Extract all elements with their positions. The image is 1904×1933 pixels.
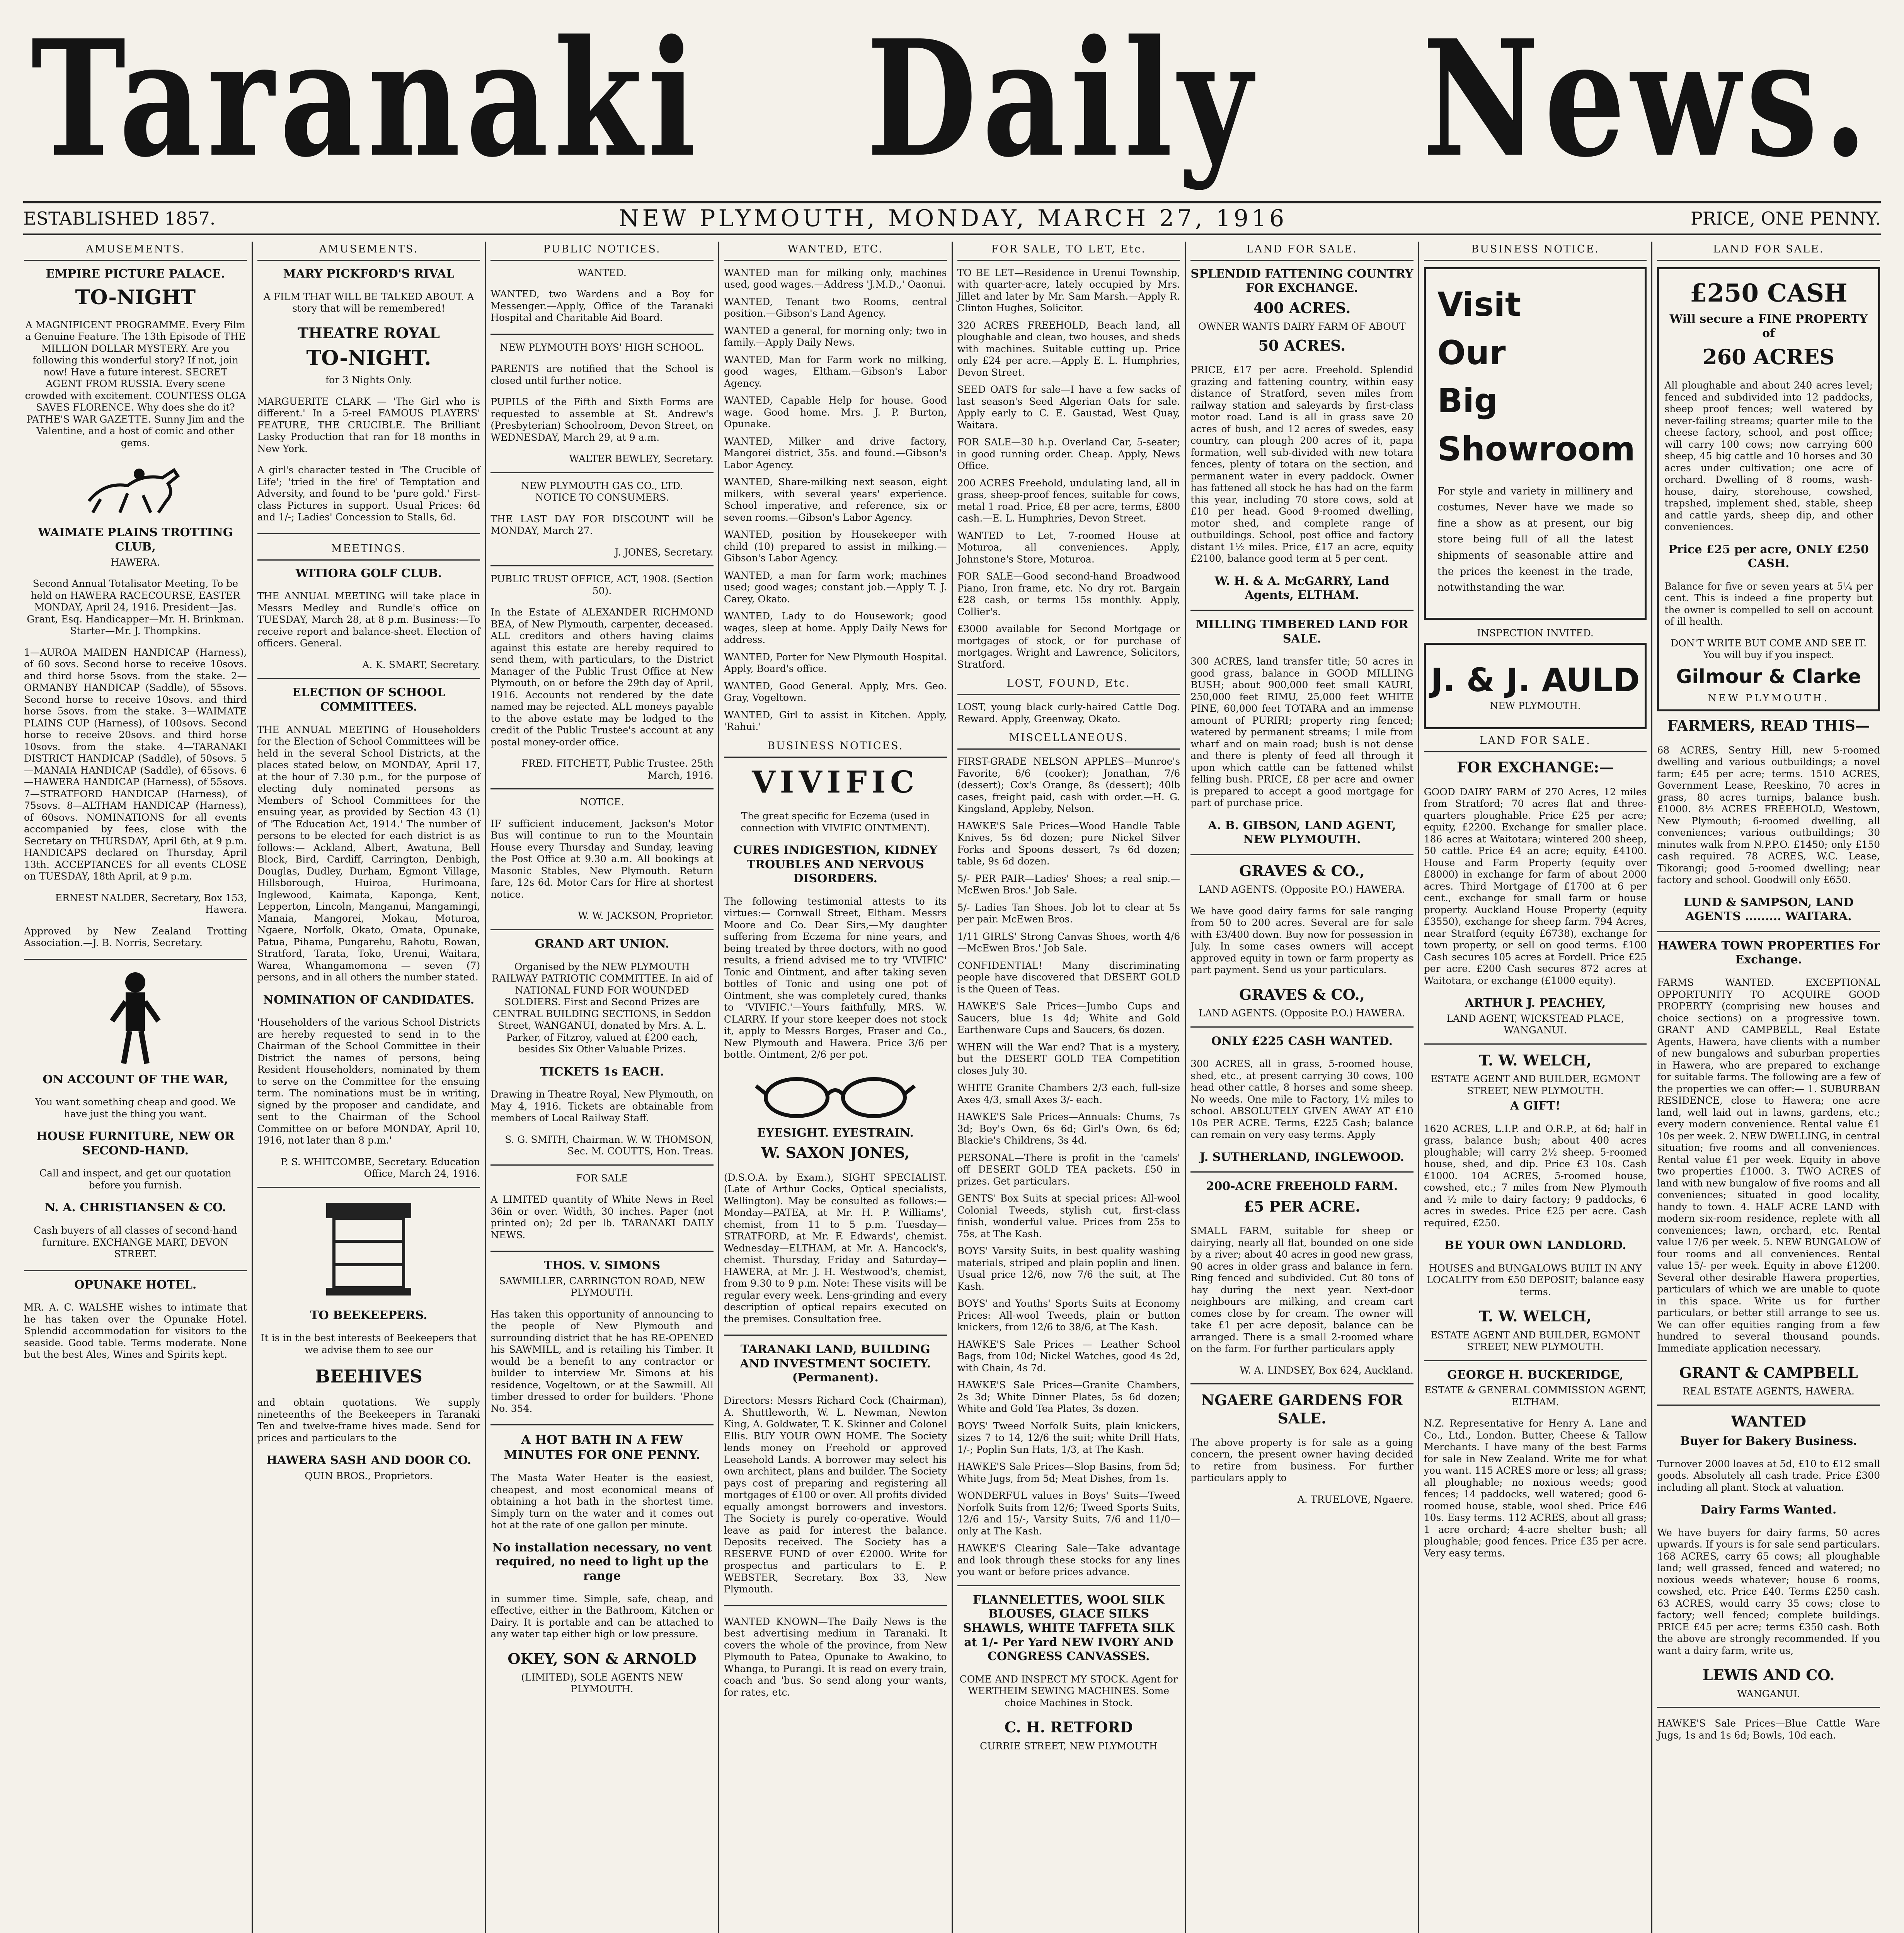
misc-ad: CONFIDENTIAL! Many discriminating people have discovered that DESERT GOLD is the Queen of Teas. xyxy=(957,960,1180,995)
wanted-ad: WANTED, a man for farm work; machines used; good wages; constant job.—Apply T. J. Carey, Okato. xyxy=(724,569,947,605)
misc-header: MISCELLANEOUS. xyxy=(957,730,1180,750)
beehive-icon xyxy=(311,1195,427,1303)
lewis-co: LEWIS AND CO. xyxy=(1702,1666,1835,1684)
quin-bros: QUIN BROS., Proprietors. xyxy=(305,1470,433,1481)
exchange-title: FOR EXCHANGE:— xyxy=(1456,759,1614,776)
notice-body: IF sufficient inducement, Jackson's Motor Bus will continue to run to the Mountain House every Thursday and Sunday, leaving the Post Office at 9.30 a.m. All bookings at Masonic Stables, New Plymouth. Return fare, 12s 6d. Motor Cars for Hire at shortest notice. xyxy=(490,818,714,900)
wanted-ad: WANTED, Girl to assist in Kitchen. Apply, 'Rahui.' xyxy=(724,709,947,733)
for-sale-ad: 320 ACRES FREEHOLD, Beach land, all ploughable and clean, two houses, and sheds with machines. Suitable cutting up. Price only £24 per acre.—Apply E. L. Humphries, Devon Street. xyxy=(957,319,1180,378)
taranaki-land-body: Directors: Messrs Richard Cock (Chairman), A. Shuttleworth, W. L. Newman, Newton King, A. Goldwater, T. K. Skinner and Colonel Ellis. BUY YOUR OWN HOME. The Society lends money on Freehold or approved Leasehold Lands. A borrower may select his own architect, plans and builder. The Society pays cost of preparing and registering all mortgages of £100 or over. All profits divided equally amongst borrowers and investors. The Society is purely co-operative. Would leave as paid for interest the balance. Deposits received. The Society has a RESERVE FUND of over £2000. Write for prospectus and particulars to E. P. WEBSTER, Secretary. Box 33, New Plymouth. xyxy=(724,1395,947,1595)
for-sale-ad: SEED OATS for sale—I have a few sacks of last season's Seed Algerian Oats for sale. Apply early to C. E. Gaustad, West Quay, Waitara. xyxy=(957,384,1180,431)
showroom-body: For style and variety in millinery and costumes, Never have we made so fine a show as at present, our big store being full of all the latest shipments of seasonable attire and the prices the keenest in the trade, notwithstanding the war. xyxy=(1437,485,1633,594)
notice-sign: W. W. JACKSON, Proprietor. xyxy=(577,910,714,922)
masthead-word-daily: Daily xyxy=(866,5,1258,193)
column-header: BUSINESS NOTICE. xyxy=(1424,242,1647,261)
for-sale-ad: £3000 available for Second Mortgage or mortgages of stock, or for purchase of mortgages. Wright and Lawrence, Solicitors, Stratford. xyxy=(957,623,1180,670)
race-list: 1—AUROA MAIDEN HANDICAP (Harness), of 60 sovs. Second horse to receive 10sovs. and third horse 5sovs. from the stake. 2—ORMANBY HANDICAP (Saddle), of 55sovs. Second horse to receive 10sovs. and third horse 5sovs. from the stake. 3—WAIMATE PLAINS CUP (Harness), of 100sovs. Second horse to receive 20sovs. and third horse 10sovs. from the stake. 4—TARANAKI DISTRICT HANDICAP (Saddle), of 50sovs. 5—MANAIA HANDICAP (Saddle), of 65sovs. 6—HAWERA HANDICAP (Harness), of 55sovs. 7—STRATFORD HANDICAP (Harness), of 75sovs. 8—ALTHAM HANDICAP (Harness), of 60sovs. NOMINATIONS for all events accompanied by fees, close with the Secretary on THURSDAY, April 6th, at 9 p.m. HANDICAPS declared on Thursday, April 13th. ACCEPTANCES for all events CLOSE on TUESDAY, 18th April, at 9 p.m. xyxy=(24,646,247,882)
wanted-ad: WANTED, Good General. Apply, Mrs. Geo. Gray, Vogeltown. xyxy=(724,680,947,704)
gilmour-clarke: Gilmour & Clarke xyxy=(1676,665,1861,688)
for-sale-ad: FOR SALE—30 h.p. Overland Car, 5-seater; in good running order. Cheap. Apply, News Office. xyxy=(957,436,1180,472)
misc-ad: HAWKE'S Sale Prices—Wood Handle Table Knives, 5s 6d dozen; pure Nickel Silver Forks and Spoons dessert, 7s 6d dozen; table, 9s 6d dozen. xyxy=(957,820,1180,867)
wanted-ad: WANTED a general, for morning only; two in family.—Apply Daily News. xyxy=(724,325,947,348)
column-for-sale xyxy=(953,242,1186,1933)
empire-body: A MAGNIFICENT PROGRAMME. Every Film a Genuine Feature. The 13th Episode of THE MILLION DOLLAR MYSTERY. Are you following this wonderful story? If not, join now! Have a future interest. SECRET AGENT FROM RUSSIA. Every scene crowded with excitement. COUNTESS OLGA SAVES FLORENCE. Why does she do it? PATHE'S WAR GAZETTE. Sunny Jim and the Valentine, and a host of comic and other gems. xyxy=(25,319,246,448)
auld-name: J. & J. AULD xyxy=(1431,661,1640,699)
column-header: WANTED, ETC. xyxy=(724,242,947,261)
war-call: Call and inspect, and get our quotation before you furnish. xyxy=(39,1168,232,1191)
wanted-body: WANTED, two Wardens and a Boy for Messenger.—Apply, Office of the Taranaki Hospital and Charitable Aid Board. xyxy=(490,288,714,324)
masthead-word-taranaki: Taranaki xyxy=(31,5,702,193)
misc-ad: WHEN will the War end? That is a mystery, but the DESERT GOLD TEA Competition closes July 30. xyxy=(957,1041,1180,1076)
cash-250-box xyxy=(1657,267,1880,711)
trust-sign: FRED. FITCHETT, Public Trustee. 25th March, 1916. xyxy=(521,758,714,781)
forsale-title: FOR SALE xyxy=(576,1172,628,1184)
buckeridge: GEORGE H. BUCKERIDGE, xyxy=(1447,1368,1624,1382)
business-header: BUSINESS NOTICES. xyxy=(724,738,947,758)
vivific-title: VIVIFIC xyxy=(752,764,919,800)
graves-1-body: We have good dairy farms for sale ranging from 50 to 200 acres. Several are for sale with £3/400 down. Buy now for possession in July. In some cases owners will accept approved equity in town or farm property as part payment. Send us your particulars. xyxy=(1190,905,1414,976)
fattening-body: PRICE, £17 per acre. Freehold. Splendid grazing and fattening country, within easy distance of Stratford, seven miles from railway station and saleyards by first-class motor road. Land is all in grass save 20 acres of bush, and 12 acres of swedes, easy country, can plough 200 acres of it, papa formation, well sub-divided with new totara fences, plenty of totara on the section, and permanent water in every paddock. Owner has fattened all stock he has had on the farm this year, including 70 store cows, sold at £10 per head. Good 9-roomed dwelling, motor shed, and complete range of outbuildings. School, post office and factory distant 1½ miles. Price, £17 an acre, equity £2100, balance good term at 5 per cent. xyxy=(1190,364,1414,564)
column-public-notices xyxy=(486,242,719,1933)
theatre-tonight: TO-NIGHT. xyxy=(306,346,431,370)
showroom-line: Our xyxy=(1437,333,1506,372)
buckeridge-sub: ESTATE & GENERAL COMMISSION AGENT, ELTHAM. xyxy=(1424,1384,1647,1408)
hot-bath-body: The Masta Water Heater is the easiest, cheapest, and most economical means of obtaining a hot bath in the shortest time. Simply turn on the water and it comes out hot at the rate of one gallon per minute. xyxy=(490,1472,714,1531)
sutherland: J. SUTHERLAND, INGLEWOOD. xyxy=(1199,1150,1404,1164)
beekeepers-body: It is in the best interests of Beekeepers that we advise them to see our xyxy=(261,1332,477,1355)
beehives-title: BEEHIVES xyxy=(315,1366,422,1387)
per-acre: £5 PER ACRE. xyxy=(1243,1197,1361,1215)
tickets-body: Drawing in Theatre Royal, New Plymouth, on May 4, 1916. Tickets are obtainable from members of Local Railway Staff. xyxy=(490,1089,714,1124)
lewis-sub: WANGANUI. xyxy=(1737,1688,1800,1699)
graves-2: GRAVES & CO., xyxy=(1239,985,1365,1003)
bakery-title: Buyer for Bakery Business. xyxy=(1680,1434,1857,1448)
presbyterian-sign: WALTER BEWLEY, Secretary. xyxy=(569,453,714,465)
fattening-title: SPLENDID FATTENING COUNTRY FOR EXCHANGE. xyxy=(1190,267,1414,295)
retford-name: C. H. RETFORD xyxy=(1004,1718,1133,1736)
gas-title: NEW PLYMOUTH GAS CO., LTD. xyxy=(521,480,683,491)
retford-address: CURRIE STREET, NEW PLYMOUTH xyxy=(979,1740,1158,1752)
dont-write: DON'T WRITE BUT COME AND SEE IT. You will buy if you inspect. xyxy=(1671,637,1867,661)
presbyterian-body: PUPILS of the Fifth and Sixth Forms are requested to assemble at St. Andrew's (Presbyterian) Schoolroom, Devon Street, on WEDNESDAY, March 29, at 9 a.m. xyxy=(490,396,714,443)
art-union-title: GRAND ART UNION. xyxy=(535,937,669,951)
horse-racing-icon xyxy=(77,459,193,520)
column-amusements-2 xyxy=(253,242,486,1933)
theatre-royal: THEATRE ROYAL xyxy=(297,324,440,342)
price: PRICE, ONE PENNY. xyxy=(1690,208,1881,229)
war-body: You want something cheap and good. We have just the thing you want. xyxy=(35,1096,236,1120)
for-sale-ad: FOR SALE—Good second-hand Broadwood Piano, Iron frame, etc. No dry rot. Bargain £28 cash, or terms 15s monthly. Apply, Collier's. xyxy=(957,571,1180,617)
saxon-body: (D.S.O.A. by Exam.), SIGHT SPECIALIST. (Late of Arthur Cocks, Optical specialists, Wellington). May be consulted as follows:— Monday—PATEA, at Mr. H. P. Williams', chemist, from 11 to 5 p.m. Tuesday—STRATFORD, at Mr. F. Edwards', chemist. Wednesday—ELTHAM, at Mr. A. Hancock's, chemist. Thursday, Friday and Saturday—HAWERA, at Mr. J. H. Westwood's, chemist, from 9.30 to 9 p.m. Note: These visits will be regular every week. Lens-grinding and every description of optical repairs executed on the premises. Consultation free. xyxy=(724,1171,947,1324)
vivific-sub: The great specific for Eczema (used in connection with VIVIFIC OINTMENT). xyxy=(741,810,930,834)
for-sale-ad: TO BE LET—Residence in Urenui Township, with quarter-acre, lately occupied by Mrs. Jillet and later by Mr. Sam Marsh.—Apply R. Clinton Hughes, Solicitor. xyxy=(957,267,1180,314)
showroom-line: Showroom xyxy=(1437,430,1635,469)
election-title: ELECTION OF SCHOOL COMMITTEES. xyxy=(292,686,446,714)
graves-1-sub: LAND AGENTS. (Opposite P.O.) HAWERA. xyxy=(1199,884,1405,895)
column-header: LAND FOR SALE. xyxy=(1657,242,1880,261)
welch-1: T. W. WELCH, xyxy=(1479,1051,1592,1069)
school-title: NEW PLYMOUTH BOYS' HIGH SCHOOL. xyxy=(500,341,704,353)
hot-bath-body-2: in summer time. Simple, safe, cheap, and effective, either in the Bathroom, Kitchen or Dairy. It is portable and can be attached to any water tap either high or low pressure. xyxy=(490,1593,714,1640)
golf-sign: A. K. SMART, Secretary. xyxy=(362,659,480,670)
grant-sub: REAL ESTATE AGENTS, HAWERA. xyxy=(1683,1386,1855,1397)
tickets-title: TICKETS 1s EACH. xyxy=(540,1065,664,1079)
simons-body: Has taken this opportunity of announcing to the people of New Plymouth and surrounding district that he has RE-OPENED his SAWMILL, and is retailing his Timber. It would be a benefit to any contractor or builder to interview Mr. Simons at his residence, Vogeltown, or at the Sawmill. All timber dressed to order for builders. 'Phone No. 354. xyxy=(490,1308,714,1414)
christiansen: N. A. CHRISTIANSEN & CO. xyxy=(44,1201,226,1215)
empire-title: EMPIRE PICTURE PALACE. xyxy=(46,267,225,281)
showroom-line: Visit xyxy=(1437,285,1521,324)
rival-title: MARY PICKFORD'S RIVAL xyxy=(283,267,455,281)
column-land-for-sale xyxy=(1186,242,1419,1933)
election-body: THE ANNUAL MEETING of Householders for the Election of School Committees will be held in the several School Districts, at the places stated below, on MONDAY, April 17, at the hour of 7.30 p.m., for the purpose of electing duly nominated persons as Members of School Committees for the ensuing year, as provided by Section 43 (1) of 'The Education Act, 1914.' The number of persons to be elected for each district is as follows:— Ackland, Albert, Awatuna, Bell Block, Bird, Cardiff, Carrington, Denbigh, Douglas, Dudley, Durham, Egmont Village, Hillsborough, Huiroa, Hurimoana, Inglewood, Kaimata, Kaponga, Kent, Lepperton, Lincoln, Manganui, Mangamingi, Manaia, Mangorei, Mokau, Moturoa, Ngaere, Norfolk, Okato, Omata, Opunake, Patua, Pihama, Pungarehu, Rahotu, Rowan, Stratford, Tarata, Toko, Urenui, Waitara, Warea, Whangamomona — seven (7) persons, and in all others the number stated. xyxy=(257,724,480,983)
vivific-cures: CURES INDIGESTION, KIDNEY TROUBLES AND NERVOUS DISORDERS. xyxy=(733,844,938,886)
gas-notice: NOTICE TO CONSUMERS. xyxy=(535,492,669,503)
wanted-title: WANTED xyxy=(1731,1412,1807,1430)
cash-225-body: 300 ACRES, all in grass, 5-roomed house, shed, etc., at present carrying 30 cows, 100 head other cattle, 8 horses and some sheep. No weeds. One mile to Factory, 1½ miles to school. ABSOLUTELY GIVEN AWAY AT £10 10s PER ACRE. Terms, £225 Cash; balance can remain on very easy terms. Apply xyxy=(1190,1058,1414,1140)
owner-wants: OWNER WANTS DAIRY FARM OF ABOUT xyxy=(1198,321,1406,332)
vivific-body: The following testimonial attests to its virtues:— Cornwall Street, Eltham. Messrs Moore and Co. Dear Sirs,—My daughter suffering from Eczema for nine years, and being treated by three doctors, with no good results, a friend advised me to try 'VIVIFIC' Tonic and Ointment, and after taking seven bottles of Tonic and using one pot of Ointment, she was completely cured, thanks to 'VIVIFIC.'—Yours faithfully, MRS. W. CLARRY. If your store keeper does not stock it, apply to Messrs Borges, Fraser and Co., New Plymouth and Hawera. Price 3/6 per bottle. Ointment, 2/6 per pot. xyxy=(724,895,947,1060)
farmers-title: FARMERS, READ THIS— xyxy=(1667,717,1870,735)
school-body: PARENTS are notified that the School is closed until further notice. xyxy=(490,363,714,386)
column-wanted xyxy=(719,242,953,1933)
milling-title: MILLING TIMBERED LAND FOR SALE. xyxy=(1196,618,1408,646)
hot-bath-note: No installation necessary, no vent required, no need to light up the range xyxy=(492,1541,712,1583)
tickets-sign: S. G. SMITH, Chairman. W. W. THOMSON, Sec. M. COUTTS, Hon. Treas. xyxy=(505,1134,714,1157)
masthead-word-news: News. xyxy=(1422,5,1873,193)
misc-ad: BOYS' Tweed Norfolk Suits, plain knickers, sizes 7 to 14, 12/6 the suit; white Drill Hats, 1/-; Poplin Sun Hats, 1/3, at The Kash. xyxy=(957,1420,1180,1455)
edition-date: NEW PLYMOUTH, MONDAY, MARCH 27, 1916 xyxy=(619,205,1287,232)
misc-ad: HAWKE'S Sale Prices — Leather School Bags, from 10d; Nickel Watches, good 4s 2d, with Chain, 4s 7d. xyxy=(957,1338,1180,1374)
wanted-ad: WANTED, Milker and drive factory, Mangorei district, 35s. and found.—Gibson's Labor Agency. xyxy=(724,435,947,470)
farmers-body: 68 ACRES, Sentry Hill, new 5-roomed dwelling and various outbuildings; a novel farm; £45 per acre; terms. 1510 ACRES, Government Lease, Reeskino, 70 acres in grass, 80 acres turnips, balance bush. £1000. 8½ ACRES FREEHOLD, Westown, New Plymouth; 6-roomed dwelling, all conveniences; various outbuildings; 30 minutes walk from N.P.P.O. £1450; only £150 cash required. 78 ACRES, W.C. Lease, Tikorangi; good 5-roomed dwelling; near factory and school. Goodwill only £650. xyxy=(1657,744,1880,886)
grant-campbell: GRANT & CAMPBELL xyxy=(1679,1364,1858,1381)
notice-title: NOTICE. xyxy=(580,796,624,808)
showroom-box xyxy=(1424,267,1647,620)
farm-200-title: 200-ACRE FREEHOLD FARM. xyxy=(1206,1180,1398,1193)
buckeridge-body: N.Z. Representative for Henry A. Lane and Co., Ltd., London. Butter, Cheese & Tallow Merchants. I have many of the best Farms for sale in New Zealand. Write me for what you want. 115 ACRES more or less; all grass; all ploughable; no noxious weeds; good fences; 14 paddocks, well watered; good 6-roomed house, stable, wool shed. Price £46 10s. Easy terms. 112 ACRES, about all grass; 1 acre orchard; 4-acre shelter bush; all ploughable; good fences. Price £35 per acre. Very easy terms. xyxy=(1424,1418,1647,1559)
golf-body: THE ANNUAL MEETING will take place in Messrs Medley and Rundle's office on TUESDAY, March 28, at 8 p.m. Business:—To receive report and balance-sheet. Election of officers. General. xyxy=(257,590,480,649)
taranaki-land-title: TARANAKI LAND, BUILDING AND INVESTMENT SOCIETY. (Permanent). xyxy=(740,1343,931,1385)
simons-title: THOS. V. SIMONS xyxy=(543,1259,661,1273)
inspection-invited: INSPECTION INVITED. xyxy=(1477,627,1594,639)
misc-ad: HAWKE'S Sale Prices—Slop Basins, from 5d; White Jugs, from 5d; Meat Dishes, from 1s. xyxy=(957,1461,1180,1484)
wertheim: COME AND INSPECT MY STOCK. Agent for WERTHEIM SEWING MACHINES. Some choice Machines in Stock. xyxy=(959,1673,1178,1708)
dairy-body: We have buyers for dairy farms, 50 acres upwards. If yours is for sale send particulars. 168 ACRES, carry 65 cows; all ploughable land; well grassed, fenced and watered; no noxious weeds whatever; house 6 rooms, cowshed, etc. Price £40. Terms £250 cash. 63 ACRES, would carry 35 cows; close to factory; well fenced; complete buildings. PRICE £45 per acre; terms £350 cash. Both the above are strongly recommended. If you want a dairy farm, write us, xyxy=(1657,1527,1880,1656)
wanted-ad: WANTED, Tenant two Rooms, central position.—Gibson's Land Agency. xyxy=(724,296,947,319)
dairy-title: Dairy Farms Wanted. xyxy=(1701,1503,1837,1517)
cash-250: £250 CASH xyxy=(1689,278,1848,308)
welch-1-sub: ESTATE AGENT AND BUILDER, EGMONT STREET, NEW PLYMOUTH. xyxy=(1430,1073,1640,1096)
eyesight-title: EYESIGHT. EYESTRAIN. xyxy=(757,1126,914,1140)
column-amusements-1 xyxy=(19,242,253,1933)
misc-ad: WHITE Granite Chambers 2/3 each, full-size Axes 4/3, small Axes 3/- each. xyxy=(957,1082,1180,1105)
cash-250-sub: Will secure a FINE PROPERTY of xyxy=(1669,312,1868,340)
graves-2-sub: LAND AGENTS. (Opposite P.O.) HAWERA. xyxy=(1199,1007,1405,1019)
saxon-jones: W. SAXON JONES, xyxy=(761,1144,910,1162)
lindsey-sign: W. A. LINDSEY, Box 624, Auckland. xyxy=(1240,1364,1414,1376)
misc-ad: GENTS' Box Suits at special prices: All-wool Colonial Tweeds, stylish cut, first-class finish, wonderful value. Prices from 25s to 75s, at The Kash. xyxy=(957,1193,1180,1239)
misc-ad: PERSONAL—There is profit in the 'camels' off DESERT GOLD TEA packets. £50 in prizes. Get particulars. xyxy=(957,1152,1180,1187)
page-columns xyxy=(19,242,1885,1933)
column-header: LAND FOR SALE. xyxy=(1190,242,1414,261)
misc-ad: BOYS' and Youths' Sports Suits at Economy Prices: All-wool Tweeds, plain or button knickers, from 12/6 to 38/6, at The Kash. xyxy=(957,1298,1180,1333)
misc-ad: FIRST-GRADE NELSON APPLES—Munroe's Favorite, 6/6 (cooker); Jonathan, 7/6 (dessert); Cox's Orange, 8s (dessert); 40lb cases, freight paid, cash with order.—H. G. Kingsland, Appleby, Nelson. xyxy=(957,756,1180,815)
education-sign: P. S. WHITCOMBE, Secretary. Education Office, March 24, 1916. xyxy=(280,1156,480,1180)
column-header: FOR SALE, TO LET, Etc. xyxy=(957,242,1180,261)
showroom-line: Big xyxy=(1437,382,1498,421)
misc-ad: 1/11 GIRLS' Strong Canvas Shoes, worth 4/6—McEwen Bros.' Job Sale. xyxy=(957,931,1180,954)
waimate-sign: ERNEST NALDER, Secretary, Box 153, Hawera. xyxy=(55,892,247,915)
misc-ad: 5/- Ladies Tan Shoes. Job lot to clear at 5s per pair. McEwen Bros. xyxy=(957,902,1180,925)
ngaere-body: The above property is for sale as a going concern, the present owner having decided to retire from business. For further particulars apply to xyxy=(1190,1437,1414,1484)
art-union-body: Organised by the NEW PLYMOUTH RAILWAY PATRIOTIC COMMITTEE. In aid of NATIONAL FUND FOR WOUNDED SOLDIERS. First and Second Prizes are CENTRAL BUILDING SECTIONS, in Seddon Street, WANGANUI, donated by Mrs. A. L. Parker, of Fitzroy, valued at £200 each, besides Six Other Valuable Prizes. xyxy=(492,961,712,1055)
cash-225-title: ONLY £225 CASH WANTED. xyxy=(1211,1034,1393,1048)
acres-400: 400 ACRES. xyxy=(1253,299,1351,317)
misc-ad: HAWKE'S Sale Prices—Annuals: Chums, 7s 3d; Boy's Own, 6s 6d; Girl's Own, 6s 6d; Blackie's Childrens, 3s 4d. xyxy=(957,1111,1180,1146)
lost-found-header: LOST, FOUND, Etc. xyxy=(957,676,1180,695)
misc-ad: WONDERFUL values in Boys' Suits—Tweed Norfolk Suits from 12/6; Tweed Sports Suits, 12/6 and 15/-, Varsity Suits, 7/6 and 11/0—only at The Kash. xyxy=(957,1490,1180,1537)
dateline xyxy=(23,201,1881,235)
lund-sampson: LUND & SAMPSON, LAND AGENTS ......... WAITARA. xyxy=(1683,895,1854,924)
bakery-body: Turnover 2000 loaves at 5d, £10 to £12 small goods. Absolutely all cash trade. Price £300 including all plant. Stock at valuation. xyxy=(1657,1458,1880,1493)
column-header: AMUSEMENTS. xyxy=(24,242,247,261)
land-header: LAND FOR SALE. xyxy=(1424,733,1647,752)
waimate-body: Second Annual Totalisator Meeting, To be held on HAWERA RACECOURSE, EASTER MONDAY, April 24, 1916. President—Jas. Grant, Esq. Handicapper—Mr. H. Brinkman. Starter—Mr. J. Thompkins. xyxy=(27,578,244,637)
gift-title: A GIFT! xyxy=(1510,1099,1561,1113)
auld-box xyxy=(1424,643,1647,729)
column-land-for-sale-2 xyxy=(1652,242,1885,1933)
misc-ad: HAWKE'S Sale Prices—Jumbo Cups and Saucers, blue 1s 4d; White and Gold Earthenware Cups and Saucers, 6s dozen. xyxy=(957,1001,1180,1036)
wanted-ad: WANTED, Lady to do Housework; good wages, sleep at home. Apply Daily News for address. xyxy=(724,610,947,646)
wanted-ad: WANTED, position by Housekeeper with child (10) prepared to assist in milking.—Gibson's Labor Agency. xyxy=(724,529,947,564)
wanted-known: WANTED KNOWN—The Daily News is the best advertising medium in Taranaki. It covers the whole of the province, from New Plymouth to Patea, Opunake to Awakino, to Whanga, to Purangi. It is read on every train, coach and 'bus. So send along your wants, for rates, etc. xyxy=(724,1616,947,1698)
gilmour-sub: NEW PLYMOUTH. xyxy=(1708,692,1829,704)
waimate-place: HAWERA. xyxy=(111,556,160,568)
rival-body: A FILM THAT WILL BE TALKED ABOUT. A story that will be remembered! xyxy=(263,291,474,314)
exchange-body: GOOD DAIRY FARM of 270 Acres, 12 miles from Stratford; 70 acres flat and three-quarters ploughable. Price £25 per acre; equity, £2200. Exchange for smaller place. 186 acres at Waitotara; wintered 200 sheep, 50 cattle. Price £4 an acre; equity, £4100. House and Farm Property (equity over £8000) in exchange for farm of about 2000 acres. Third Mortgage of £1700 at 6 per cent., exchange for small farm or house property. Auckland House Property (equity £3550), exchange for sheep farm. 794 Acres, near Stratford (equity £6738), exchange for town property, or sell on good terms. £100 Cash secures 105 acres at Fordell. Price £25 per acre. £200 Cash secures 872 acres at Waitotara, or exchange (£1000 equity). xyxy=(1424,786,1647,986)
beekeepers-title: TO BEEKEEPERS. xyxy=(310,1308,427,1322)
peachey: ARTHUR J. PEACHEY, xyxy=(1465,996,1606,1010)
opunake-body: MR. A. C. WALSHE wishes to intimate that he has taken over the Opunake Hotel. Splendid accommodation for visitors to the seaside. Good table. Terms moderate. None but the best Ales, Wines and Spirits kept. xyxy=(24,1302,247,1360)
gibson: A. B. GIBSON, LAND AGENT, NEW PLYMOUTH. xyxy=(1208,818,1396,847)
hawke-last: HAWKE'S Sale Prices—Blue Cattle Ware Jugs, 1s and 1s 6d; Bowls, 10d each. xyxy=(1657,1718,1880,1741)
established: ESTABLISHED 1857. xyxy=(23,208,216,229)
trust-title: PUBLIC TRUST OFFICE, ACT, 1908. (Section 50). xyxy=(490,573,714,597)
misc-ad: HAWKE'S Sale Prices—Granite Chambers, 2s 3d; White Dinner Plates, 5s 6d dozen; White and Gold Tea Plates, 3s dozen. xyxy=(957,1379,1180,1415)
masthead xyxy=(31,5,1873,193)
gift-body: 1620 ACRES, L.I.P. and O.R.P., at 6d; half in grass, balance bush; about 400 acres ploughable; will carry 2½ sheep. 5-roomed house, shed, and dip. Price £3 10s. Cash £1000. 104 ACRES, 5-roomed house, cowshed, etc.; 7 miles from New Plymouth and ½ mile to dairy factory; 9 paddocks, 6 acres in swedes. Price £25 per acre. Cash required, £250. xyxy=(1424,1123,1647,1229)
golf-title: WITIORA GOLF CLUB. xyxy=(295,566,442,580)
clark-feature: MARGUERITE CLARK — 'The Girl who is different.' In a 5-reel FAMOUS PLAYERS' FEATURE, THE CRUCIBLE. The Brilliant Lasky Production that ran for 18 months in New York. xyxy=(257,395,480,454)
column-business-notice xyxy=(1419,242,1653,1933)
landlord-body: HOUSES and BUNGALOWS BUILT IN ANY LOCALITY from £50 DEPOSIT; balance easy terms. xyxy=(1426,1262,1644,1297)
peachey-sub: LAND AGENT, WICKSTEAD PLACE, WANGANUI. xyxy=(1446,1013,1624,1036)
misc-ad: 5/- PER PAIR—Ladies' Shoes; a real snip.—McEwen Bros.' Job Sale. xyxy=(957,873,1180,896)
theatre-nights: for 3 Nights Only. xyxy=(325,374,412,386)
empire-tonight: TO-NIGHT xyxy=(75,285,196,309)
graves-1: GRAVES & CO., xyxy=(1239,862,1365,880)
wanted-ad: WANTED, Porter for New Plymouth Hospital. Apply, Board's office. xyxy=(724,651,947,675)
welch-2: T. W. WELCH, xyxy=(1479,1307,1592,1325)
column-header: PUBLIC NOTICES. xyxy=(490,242,714,261)
war-goods: HOUSE FURNITURE, NEW OR SECOND-HAND. xyxy=(36,1130,235,1157)
acres-260: 260 ACRES xyxy=(1702,344,1835,370)
figure-man-icon xyxy=(104,967,166,1067)
spectacles-icon xyxy=(754,1070,916,1121)
welch-2-sub: ESTATE AGENT AND BUILDER, EGMONT STREET, NEW PLYMOUTH. xyxy=(1430,1329,1640,1353)
truelove-sign: A. TRUELOVE, Ngaere. xyxy=(1297,1493,1414,1505)
gas-body: THE LAST DAY FOR DISCOUNT will be MONDAY, March 27. xyxy=(490,513,714,537)
okey-sub: (LIMITED), SOLE AGENTS NEW PLYMOUTH. xyxy=(521,1671,683,1695)
farm-200-body: SMALL FARM, suitable for sheep or dairying, nearly all flat, bounded on one side by a river; about 40 acres in good new grass, 90 acres in older grass and balance in fern. Ring fenced and subdivided. Cut 80 tons of hay during the next year. Next-door neighbours are milking, and cream cart comes close by for cream. The owner will take £1 per acre deposit, balance can be arranged. There is a small 2-roomed whare on the farm. For further particulars apply xyxy=(1190,1225,1414,1355)
acres-50: 50 ACRES. xyxy=(1258,336,1346,354)
waimate-title: WAIMATE PLAINS TROTTING CLUB, xyxy=(38,526,233,554)
nomination-title: NOMINATION OF CANDIDATES. xyxy=(263,993,475,1007)
for-sale-ad: WANTED to Let, 7-roomed House at Moturoa, all conveniences. Apply, Johnstone's Store, Moturoa. xyxy=(957,530,1180,565)
trust-body: In the Estate of ALEXANDER RICHMOND BEA, of New Plymouth, carpenter, deceased. ALL creditors and others having claims against this estate are hereby required to send them, with particulars, to the District Manager of the Public Trust Office at New Plymouth, on or before the 29th day of April, 1916. Accounts not rendered by the date named may be rejected. ALL moneys payable to the above estate may be lodged to the credit of the Public Trustee's account at any postal money-order office. xyxy=(490,607,714,748)
wanted-title: WANTED. xyxy=(577,267,627,278)
auld-sub: NEW PLYMOUTH. xyxy=(1490,700,1581,711)
simons-sub: SAWMILLER, CARRINGTON ROAD, NEW PLYMOUTH. xyxy=(499,1275,705,1299)
okey-arnold: OKEY, SON & ARNOLD xyxy=(508,1650,697,1667)
clark-body: A girl's character tested in 'The Crucible of Life'; 'tried in the fire' of Temptation and Adversity, and found to be 'pure gold.' First-class Pictures in support. Usual Prices: 6d and 1/-; Ladies' Concession to Stalls, 6d. xyxy=(257,464,480,523)
meetings-header: MEETINGS. xyxy=(257,541,480,561)
misc-ad: HAWKE'S Clearing Sale—Take advantage and look through these stocks for any lines you want or before prices advance. xyxy=(957,1543,1180,1578)
hot-bath-title: A HOT BATH IN A FEW MINUTES FOR ONE PENNY. xyxy=(504,1432,700,1463)
wanted-ad: WANTED, Man for Farm work no milking, good wages, Eltham.—Gibson's Labor Agency. xyxy=(724,354,947,389)
hawera-sash: HAWERA SASH AND DOOR CO. xyxy=(266,1454,472,1468)
column-header: AMUSEMENTS. xyxy=(257,242,480,261)
misc-ad: BOYS' Varsity Suits, in best quality washing materials, striped and plain poplin and linen. Usual price 12/6, now 7/6 the suit, at The Kash. xyxy=(957,1245,1180,1292)
christiansen-body: Cash buyers of all classes of second-hand furniture. EXCHANGE MART, DEVON STREET. xyxy=(34,1225,237,1260)
hawera-properties: HAWERA TOWN PROPERTIES For Exchange. xyxy=(1657,939,1880,967)
forsale-body: A LIMITED quantity of White News in Reel 36in or over. Width, 30 inches. Paper (not printed on); 2d per lb. TARANAKI DAILY NEWS. xyxy=(490,1194,714,1241)
mcgarry: W. H. & A. McGARRY, Land Agents, ELTHAM. xyxy=(1214,574,1390,602)
wanted-ad: WANTED man for milking only, machines used, good wages.—Address 'J.M.D.,' Oaonui. xyxy=(724,267,947,290)
ngaere-title: NGAERE GARDENS FOR SALE. xyxy=(1201,1391,1403,1427)
for-sale-ad: 200 ACRES Freehold, undulating land, all in grass, sheep-proof fences, suitable for cows, metal 1 road. Price, £8 per acre, terms, £800 cash.—E. L. Humphries, Devon Street. xyxy=(957,477,1180,524)
gas-sign: J. JONES, Secretary. xyxy=(615,546,714,558)
flannelettes: FLANNELETTES, WOOL SILK BLOUSES, GLACE SILKS SHAWLS, WHITE TAFFETA SILK at 1/- Per Yard NEW IVORY AND CONGRESS CANVASSES. xyxy=(963,1593,1175,1664)
wanted-ad: WANTED, Share-milking next season, eight milkers, with several years' experience. School imperative, and reference, six or seven rooms.—Gibson's Labor Agency. xyxy=(724,476,947,523)
lost-ad: LOST, young black curly-haired Cattle Dog. Reward. Apply, Greenway, Okato. xyxy=(957,701,1180,724)
hawera-body: FARMS WANTED. EXCEPTIONAL OPPORTUNITY TO ACQUIRE GOOD PROPERTY (comprising new houses and choice sections) on a progressive town. GRANT AND CAMPBELL, Real Estate Agents, Hawera, have clients with a number of new bungalows and suburban properties in Hawera, who are prepared to exchange for suitable farms. The following are a few of the properties we can offer:— 1. SUBURBAN RESIDENCE, close to Hawera; one acre land, well laid out in lawns, gardens, etc.; every modern convenience. Rental value £1 10s per week. 2. NEW DWELLING, in central situation; five rooms and all conveniences. Rental value £1 per week. Equity in above two properties £1000. 3. TWO ACRES of land with new bungalow of five rooms and all conveniences; situated in good locality, handy to town. 4. HALF ACRE LAND with modern six-room residence, replete with all conveniences; lawn, orchard, etc. Rental value 17/6 per week. 5. NEW BUNGALOW of four rooms and all conveniences. Rental value 15/- per week. Equity in above £1200. Several other desirable Hawera properties, particulars of which we are unable to quote in this space. Write us for further particulars, or better still arrange to see us. We can offer equities ranging from a few hundred to several thousand pounds. Immediate application necessary. xyxy=(1657,977,1880,1354)
milling-body: 300 ACRES, land transfer title; 50 acres in good grass, balance in GOOD MILLING BUSH; about 900,000 feet small KAURI, 250,000 feet RIMU, 25,000 feet WHITE PINE, 60,000 feet TOTARA and an immense amount of PURIRI; property ring fenced; watered by permanent streams; 1 mile from wharf and on main road; bush is not dense and there is plenty of feed all through it upon which cattle can be fattened whilst felling bush. PRICE, £8 per acre and owner is prepared to accept a good mortgage for part of purchase price. xyxy=(1190,656,1414,809)
cash-250-price: Price £25 per acre, ONLY £250 CASH. xyxy=(1668,542,1869,571)
approved-note: Approved by New Zealand Trotting Association.—J. B. Norris, Secretary. xyxy=(24,925,247,949)
beehives-body: and obtain quotations. We supply nineteenths of the Beekeepers in Taranaki Ten and twelve-frame hives made. Send for prices and particulars to the xyxy=(257,1397,480,1444)
war-title: ON ACCOUNT OF THE WAR, xyxy=(43,1072,228,1086)
landlord-title: BE YOUR OWN LANDLORD. xyxy=(1444,1239,1626,1253)
opunake-title: OPUNAKE HOTEL. xyxy=(74,1278,197,1292)
wanted-ad: WANTED, Capable Help for house. Good wage. Good home. Mrs. J. P. Burton, Opunake. xyxy=(724,395,947,430)
cash-250-price-body: Balance for five or seven years at 5¼ per cent. This is indeed a fine property but the owner is compelled to sell on account of ill health. xyxy=(1664,580,1873,627)
cash-250-body: All ploughable and about 240 acres level; fenced and subdivided into 12 paddocks, sheep proof fences; well watered by never-failing streams; quarter mile to the cheese factory, school, and post office; will carry 100 cows; now carrying 600 sheep, 45 big cattle and 10 horses and 30 acres under cultivation; one acre of orchard. Dwelling of 8 rooms, wash-house, dairy, storehouse, cowshed, trapshed, implement shed, stable, sheep and cattle yards, sheep dip, and other conveniences. xyxy=(1664,380,1873,533)
nomination-body: 'Householders of the various School Districts are hereby requested to send in to the Chairman of the School Committee in their District the names of persons, being Resident Householders, nominated by them to serve on the Committee for the ensuing term. The nominations must be in writing, signed by the proposer and candidate, and sent to the Chairman of the School Committee on or before MONDAY, April 10, 1916, not later than 8 p.m.' xyxy=(257,1017,480,1146)
